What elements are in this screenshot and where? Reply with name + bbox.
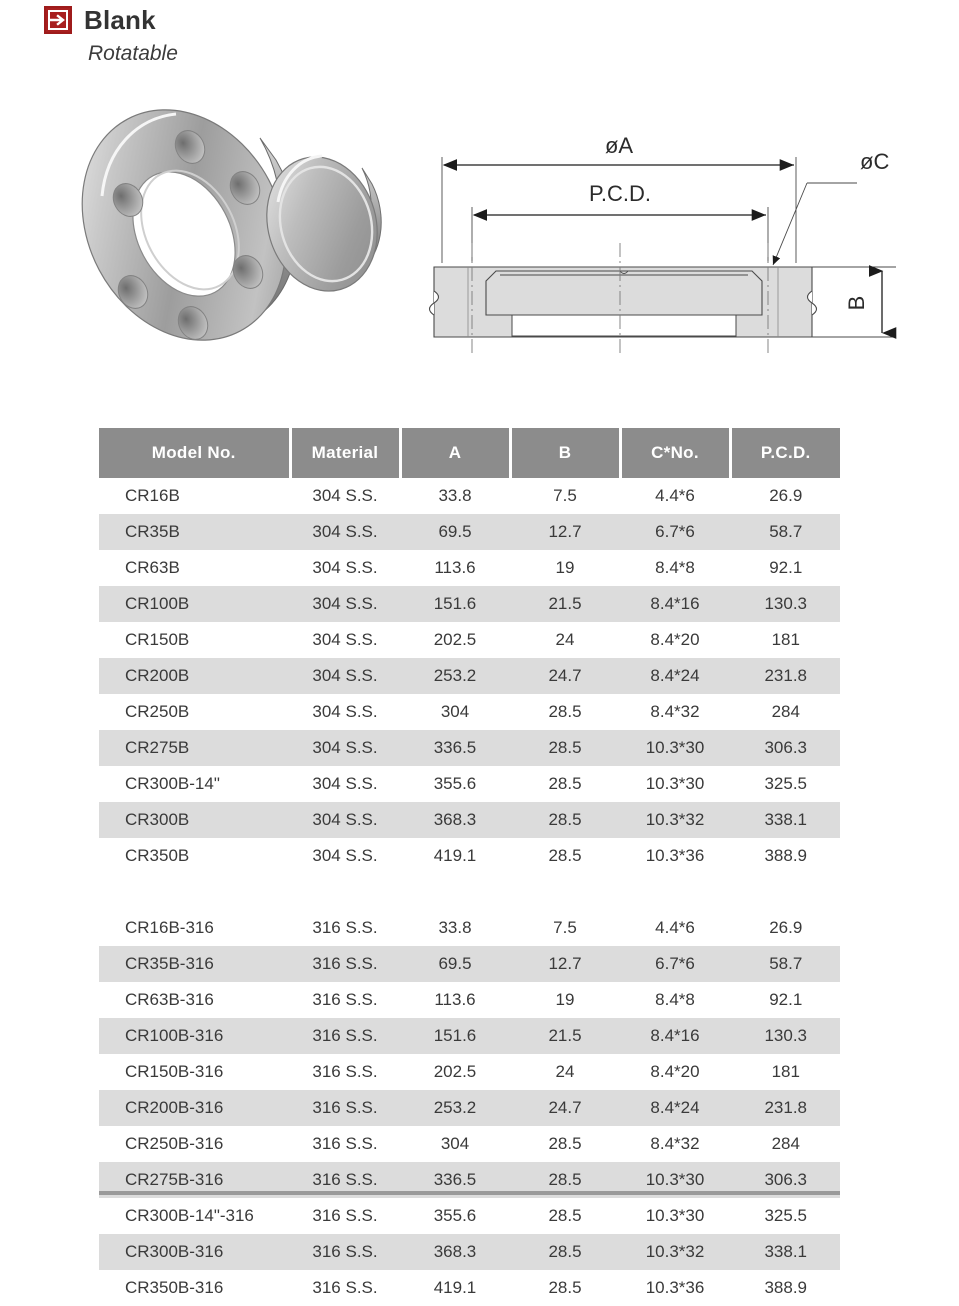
column-header-a: A bbox=[400, 428, 510, 478]
cell-material: 304 S.S. bbox=[290, 802, 400, 838]
cell-material: 316 S.S. bbox=[290, 1090, 400, 1126]
cell-a: 419.1 bbox=[433, 1278, 477, 1297]
page-title: Blank bbox=[84, 5, 156, 35]
table-row bbox=[99, 694, 840, 730]
cell-model-no: CR300B-316 bbox=[99, 1234, 290, 1270]
cell-c-no: 6.7*6 bbox=[620, 514, 730, 550]
cell-b: 19 bbox=[555, 558, 575, 577]
cell-a: 368.3 bbox=[400, 1234, 510, 1270]
cell-b: 28.5 bbox=[548, 1206, 582, 1225]
cell-c-no: 8.4*8 bbox=[655, 990, 695, 1009]
cell-pcd: 306.3 bbox=[730, 1162, 840, 1198]
cell-model-no: CR250B-316 bbox=[125, 1134, 224, 1153]
cell-pcd: 130.3 bbox=[730, 586, 840, 622]
cell-b: 28.5 bbox=[510, 730, 620, 766]
cell-model-no: CR100B bbox=[99, 586, 290, 622]
table-row bbox=[99, 478, 840, 514]
cell-model-no: CR300B bbox=[99, 802, 290, 838]
table-row bbox=[99, 1198, 840, 1234]
dimension-label-outer-diameter: øA bbox=[604, 133, 634, 158]
cell-pcd: 26.9 bbox=[769, 918, 803, 937]
cell-pcd: 284 bbox=[771, 702, 800, 721]
table-row bbox=[99, 910, 840, 946]
dimension-label-thickness: B bbox=[844, 295, 869, 311]
cell-a: 202.5 bbox=[433, 1062, 477, 1081]
cell-b: 24 bbox=[555, 1062, 575, 1081]
cell-a: 69.5 bbox=[400, 514, 510, 550]
cell-pcd: 130.3 bbox=[730, 1018, 840, 1054]
column-header-pcd: P.C.D. bbox=[730, 428, 840, 478]
cell-model-no: CR16B-316 bbox=[125, 918, 214, 937]
cell-model-no: CR275B bbox=[99, 730, 290, 766]
cell-b: 12.7 bbox=[510, 946, 620, 982]
cell-model-no: CR35B bbox=[99, 514, 290, 550]
table-row bbox=[99, 1234, 840, 1270]
cell-material: 316 S.S. bbox=[290, 1234, 400, 1270]
cross-section-body bbox=[430, 267, 817, 337]
cell-a: 33.8 bbox=[438, 486, 472, 505]
cell-a: 368.3 bbox=[400, 802, 510, 838]
cell-c-no: 8.4*16 bbox=[620, 586, 730, 622]
cell-b: 19 bbox=[555, 990, 575, 1009]
cell-a: 69.5 bbox=[400, 946, 510, 982]
cell-pcd: 181 bbox=[771, 1062, 800, 1081]
cell-c-no: 10.3*30 bbox=[620, 1162, 730, 1198]
table-row bbox=[99, 586, 840, 622]
cell-pcd: 231.8 bbox=[730, 1090, 840, 1126]
cell-a: 113.6 bbox=[434, 558, 476, 577]
cell-material: 316 S.S. bbox=[290, 946, 400, 982]
cell-pcd: 181 bbox=[771, 630, 800, 649]
cell-b: 28.5 bbox=[510, 1234, 620, 1270]
cell-b: 24.7 bbox=[510, 1090, 620, 1126]
cell-b: 7.5 bbox=[553, 918, 577, 937]
cell-material: 304 S.S. bbox=[312, 702, 378, 721]
cell-a: 151.6 bbox=[400, 1018, 510, 1054]
table-row bbox=[99, 982, 840, 1018]
cell-material: 316 S.S. bbox=[312, 1134, 378, 1153]
cell-b: 28.5 bbox=[510, 1162, 620, 1198]
cell-material: 304 S.S. bbox=[312, 630, 378, 649]
cell-material: 316 S.S. bbox=[312, 1062, 378, 1081]
cell-material: 316 S.S. bbox=[312, 1278, 378, 1297]
cell-model-no: CR150B-316 bbox=[125, 1062, 224, 1081]
cell-a: 253.2 bbox=[400, 1090, 510, 1126]
blank-flange-cross-section-drawing bbox=[420, 125, 950, 375]
table-row bbox=[99, 946, 840, 982]
table-row bbox=[99, 766, 840, 802]
cell-material: 304 S.S. bbox=[312, 774, 378, 793]
cell-c-no: 8.4*20 bbox=[650, 630, 700, 649]
specification-table bbox=[99, 428, 840, 1306]
cell-c-no: 10.3*30 bbox=[645, 1206, 705, 1225]
cell-pcd: 58.7 bbox=[730, 514, 840, 550]
cell-pcd: 338.1 bbox=[730, 1234, 840, 1270]
cell-b: 24 bbox=[555, 630, 575, 649]
cell-c-no: 8.4*20 bbox=[650, 1062, 700, 1081]
cell-pcd: 92.1 bbox=[769, 558, 803, 577]
cell-material: 304 S.S. bbox=[312, 486, 378, 505]
cell-material: 304 S.S. bbox=[312, 558, 378, 577]
cell-pcd: 92.1 bbox=[769, 990, 803, 1009]
table-bottom-rule bbox=[99, 1191, 840, 1195]
cell-pcd: 325.5 bbox=[764, 1206, 808, 1225]
cell-c-no: 10.3*36 bbox=[645, 1278, 705, 1297]
table-row bbox=[99, 658, 840, 694]
table-row bbox=[99, 514, 840, 550]
cell-c-no: 4.4*6 bbox=[655, 918, 695, 937]
cell-model-no: CR275B-316 bbox=[99, 1162, 290, 1198]
cell-b: 12.7 bbox=[510, 514, 620, 550]
cell-b: 21.5 bbox=[510, 1018, 620, 1054]
cell-c-no: 10.3*36 bbox=[645, 846, 705, 865]
cell-pcd: 231.8 bbox=[730, 658, 840, 694]
cell-a: 304 bbox=[440, 1134, 470, 1153]
cell-model-no: CR35B-316 bbox=[99, 946, 290, 982]
cell-c-no: 8.4*8 bbox=[655, 558, 695, 577]
cell-a: 151.6 bbox=[400, 586, 510, 622]
cell-a: 355.6 bbox=[433, 774, 477, 793]
cell-model-no: CR200B bbox=[99, 658, 290, 694]
table-row bbox=[99, 550, 840, 586]
table-row bbox=[99, 838, 840, 874]
cell-a: 253.2 bbox=[400, 658, 510, 694]
cell-material: 316 S.S. bbox=[290, 1018, 400, 1054]
cell-model-no: CR63B bbox=[125, 558, 180, 577]
cell-b: 28.5 bbox=[548, 1134, 582, 1153]
cell-c-no: 10.3*30 bbox=[620, 730, 730, 766]
cell-b: 28.5 bbox=[548, 702, 582, 721]
cell-a: 336.5 bbox=[400, 1162, 510, 1198]
cell-a: 113.6 bbox=[434, 990, 476, 1009]
table-row bbox=[99, 730, 840, 766]
cell-material: 304 S.S. bbox=[290, 658, 400, 694]
cell-pcd: 26.9 bbox=[769, 486, 803, 505]
cell-material: 304 S.S. bbox=[290, 514, 400, 550]
cell-model-no: CR350B-316 bbox=[125, 1278, 224, 1297]
cell-b: 28.5 bbox=[510, 802, 620, 838]
cell-model-no: CR250B bbox=[125, 702, 190, 721]
cell-material: 304 S.S. bbox=[290, 586, 400, 622]
cell-b: 28.5 bbox=[548, 774, 582, 793]
cell-b: 28.5 bbox=[548, 846, 582, 865]
cell-model-no: CR16B bbox=[125, 486, 180, 505]
cell-a: 336.5 bbox=[400, 730, 510, 766]
cell-a: 202.5 bbox=[433, 630, 477, 649]
cell-model-no: CR350B bbox=[125, 846, 190, 865]
cell-model-no: CR300B-14" bbox=[125, 774, 220, 793]
blank-flange-3d-render bbox=[80, 100, 420, 370]
table-body bbox=[99, 478, 840, 1306]
table-row bbox=[99, 1018, 840, 1054]
cell-c-no: 8.4*24 bbox=[620, 1090, 730, 1126]
cell-material: 316 S.S. bbox=[312, 990, 378, 1009]
cell-c-no: 8.4*32 bbox=[650, 1134, 700, 1153]
cell-a: 419.1 bbox=[433, 846, 477, 865]
cell-pcd: 388.9 bbox=[764, 846, 808, 865]
cell-b: 21.5 bbox=[510, 586, 620, 622]
cell-material: 316 S.S. bbox=[312, 1206, 378, 1225]
table-row bbox=[99, 1126, 840, 1162]
cell-pcd: 325.5 bbox=[764, 774, 808, 793]
arrow-right-badge-icon bbox=[44, 6, 72, 34]
column-header-model-no: Model No. bbox=[99, 428, 290, 478]
cell-pcd: 338.1 bbox=[730, 802, 840, 838]
spacer-cell bbox=[99, 874, 840, 910]
cell-c-no: 10.3*30 bbox=[645, 774, 705, 793]
cell-c-no: 10.3*32 bbox=[620, 1234, 730, 1270]
table-row bbox=[99, 802, 840, 838]
cell-model-no: CR150B bbox=[125, 630, 190, 649]
table-row bbox=[99, 1270, 840, 1306]
figures-area bbox=[0, 95, 959, 395]
dimension-label-hole-diameter: øC bbox=[860, 149, 890, 174]
cell-material: 316 S.S. bbox=[312, 918, 378, 937]
cell-a: 33.8 bbox=[438, 918, 472, 937]
page-subtitle: Rotatable bbox=[88, 42, 178, 65]
cell-c-no: 10.3*32 bbox=[620, 802, 730, 838]
cell-a: 355.6 bbox=[433, 1206, 477, 1225]
cell-material: 304 S.S. bbox=[312, 846, 378, 865]
cell-b: 28.5 bbox=[548, 1278, 582, 1297]
cell-model-no: CR300B-14"-316 bbox=[125, 1206, 254, 1225]
cell-c-no: 4.4*6 bbox=[655, 486, 695, 505]
cell-pcd: 58.7 bbox=[730, 946, 840, 982]
cell-model-no: CR200B-316 bbox=[99, 1090, 290, 1126]
table-row bbox=[99, 622, 840, 658]
cell-c-no: 8.4*16 bbox=[620, 1018, 730, 1054]
table-header-row bbox=[99, 428, 840, 478]
cell-pcd: 388.9 bbox=[764, 1278, 808, 1297]
cell-c-no: 8.4*24 bbox=[620, 658, 730, 694]
cell-material: 316 S.S. bbox=[290, 1162, 400, 1198]
cell-pcd: 306.3 bbox=[730, 730, 840, 766]
cell-b: 7.5 bbox=[553, 486, 577, 505]
cell-pcd: 284 bbox=[771, 1134, 800, 1153]
table-row bbox=[99, 1054, 840, 1090]
dimension-label-pcd: P.C.D. bbox=[589, 181, 651, 206]
cell-material: 304 S.S. bbox=[290, 730, 400, 766]
cell-c-no: 8.4*32 bbox=[650, 702, 700, 721]
cell-model-no: CR100B-316 bbox=[99, 1018, 290, 1054]
cell-c-no: 6.7*6 bbox=[620, 946, 730, 982]
column-header-b: B bbox=[510, 428, 620, 478]
column-header-c-no: C*No. bbox=[620, 428, 730, 478]
cell-a: 304 bbox=[440, 702, 470, 721]
page-header bbox=[44, 6, 156, 34]
column-header-material: Material bbox=[290, 428, 400, 478]
cell-b: 24.7 bbox=[510, 658, 620, 694]
table-spacer-row bbox=[99, 874, 840, 910]
table-row bbox=[99, 1090, 840, 1126]
cell-model-no: CR63B-316 bbox=[125, 990, 214, 1009]
